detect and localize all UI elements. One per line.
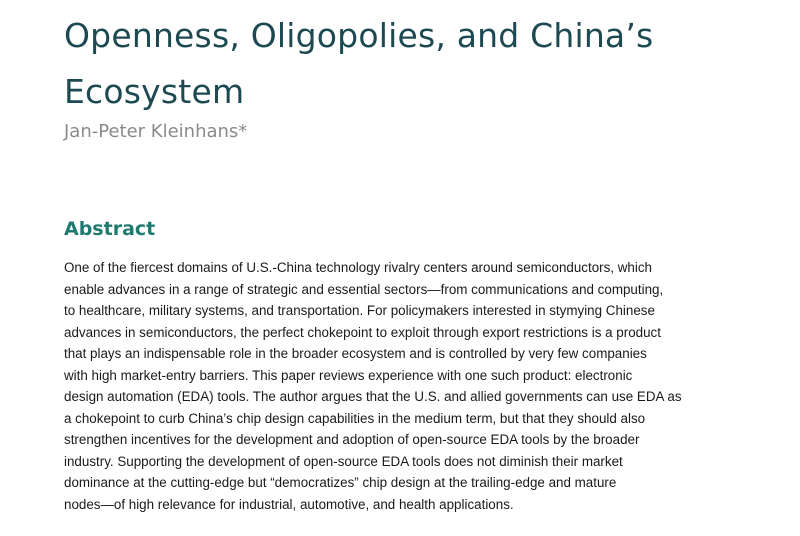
abstract-line: to healthcare, military systems, and transportation. For policymakers interested in stymying Chinese	[64, 303, 655, 318]
abstract-line: dominance at the cutting-edge but “democratizes” chip design at the trailing-edge and mature	[64, 475, 617, 490]
abstract-line: strengthen incentives for the development and adoption of open-source EDA tools by the broader	[64, 432, 640, 447]
abstract-line: industry. Supporting the development of open-source EDA tools does not diminish their market	[64, 453, 623, 469]
abstract-line: nodes—of high relevance for industrial, automotive, and health applications.	[64, 496, 514, 512]
abstract-body	[64, 257, 764, 515]
abstract-heading: Abstract	[64, 218, 156, 240]
abstract-line: design automation (EDA) tools. The author argues that the U.S. and allied governments can use EDA as	[64, 389, 682, 404]
abstract-line: that plays an indispensable role in the broader ecosystem and is controlled by very few companies	[64, 346, 647, 361]
abstract-line: enable advances in a range of strategic and essential sectors—from communications and computing,	[64, 281, 664, 297]
paper-title	[64, 8, 764, 120]
paper-author: Jan-Peter Kleinhans*	[64, 121, 248, 142]
paper-title-line-1: Openness, Oligopolies, and China’s	[64, 16, 654, 55]
abstract-line: One of the fiercest domains of U.S.-China technology rivalry centers around semiconductors, which	[64, 260, 652, 275]
paper-title-line-2: Ecosystem	[64, 72, 245, 111]
abstract-line: a chokepoint to curb China’s chip design capabilities in the medium term, but that they should also	[64, 410, 646, 426]
abstract-line: with high market-entry barriers. This paper reviews experience with one such product: electronic	[64, 367, 633, 383]
abstract-line: advances in semiconductors, the perfect chokepoint to exploit through export restrictions is a product	[64, 324, 661, 340]
